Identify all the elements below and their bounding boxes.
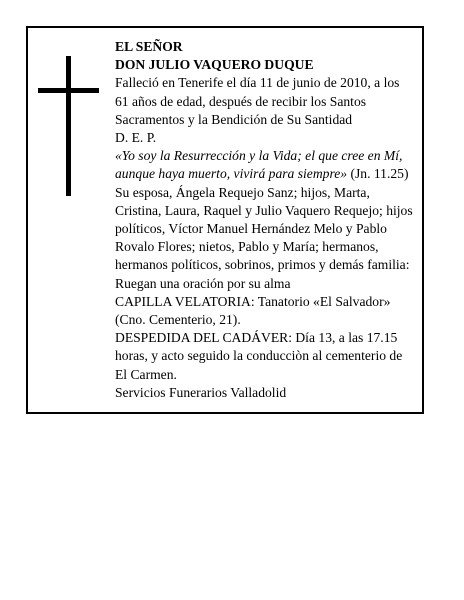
cross-horizontal-bar	[38, 88, 99, 93]
dep-line: D. E. P.	[115, 130, 157, 146]
death-notice: Falleció en Tenerife el día 11 de junio de 2010, a los 61 años de edad, después de recibir los Santos Sacramentos y la Bendición de Su Santidad	[115, 75, 400, 127]
quote-text: «Yo soy la Resurrección y la Vida; el que cree en Mí, aunque haya muerto, vivirá para siempre»	[115, 148, 403, 182]
funeral-services: Servicios Funerarios Valladolid	[115, 384, 287, 400]
notice-text	[115, 38, 415, 402]
farewell-info: DESPEDIDA DEL CADÁVER: Día 13, a las 17.15 horas, y acto seguido la conducciòn al cementerio de El Carmen.	[115, 330, 403, 382]
scripture-quote	[115, 147, 415, 183]
family-list: Su esposa, Ángela Requejo Sanz; hijos, Marta, Cristina, Laura, Raquel y Julio Vaquero Requejo; hijos políticos, Víctor Manuel Hernández Melo y Pablo Rovalo Flores; nietos, Pablo y María; hermanos, hermanos políticos, sobrinos, primos y demás familia:	[115, 184, 413, 273]
quote-reference: (Jn. 11.25)	[347, 166, 409, 182]
chapel-info: CAPILLA VELATORIA: Tanatorio «El Salvador» (Cno. Cementerio, 21).	[115, 293, 391, 328]
notice-title: EL SEÑOR	[115, 39, 183, 54]
prayer-request: Ruegan una oración por su alma	[115, 275, 291, 291]
obituary-notice	[26, 26, 424, 414]
deceased-name: DON JULIO VAQUERO DUQUE	[115, 57, 314, 73]
cross-vertical-bar	[66, 56, 71, 196]
